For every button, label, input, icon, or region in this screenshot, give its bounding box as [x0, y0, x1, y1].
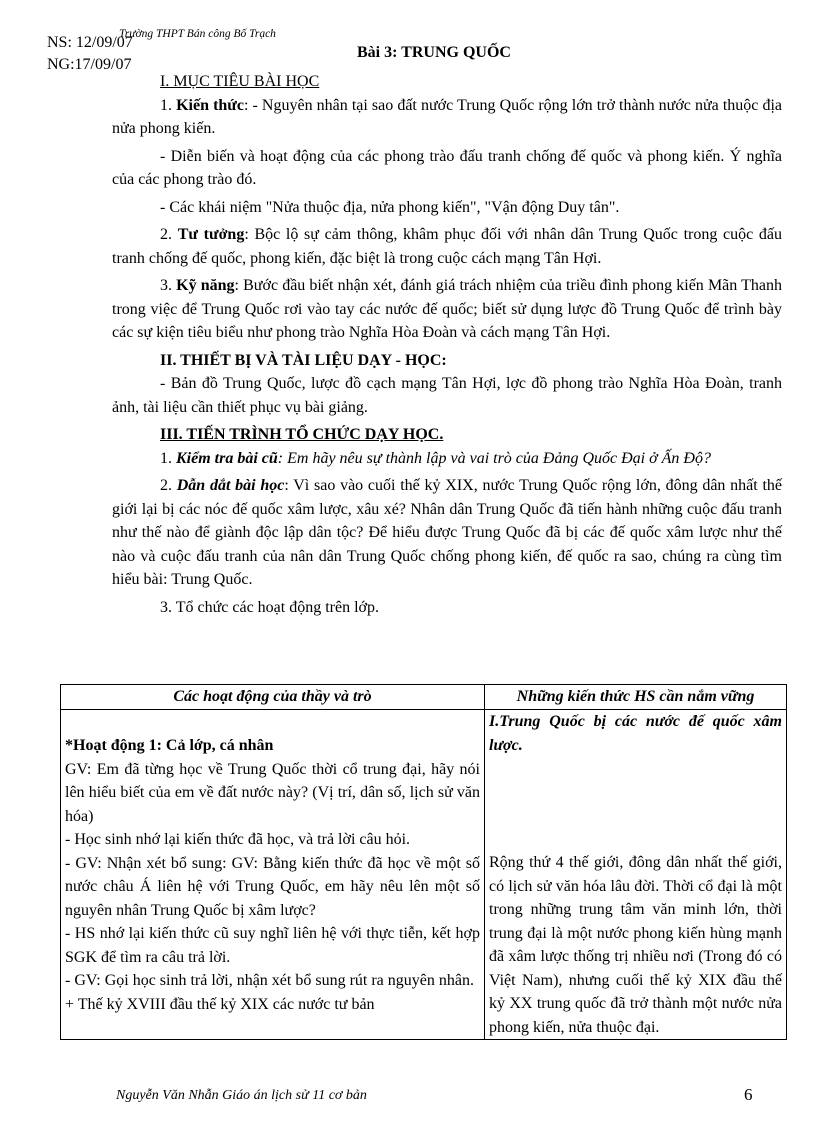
knowledge-text: Rộng thứ 4 thế giới, đông dân nhất thế giới, có lịch sử văn hóa lâu đời. Thời cổ đại là một trong những trung tâm văn minh lớn, thời trung đại là một nước phong kiến hùng mạnh đã xâm lược thống trị nhiều nơi (Trong đó có Việt Nam), nhưng cuối thế kỷ XIX đầu thế kỷ XX trung quốc đã trở thành một nước nửa phong kiến, nửa thuộc đại.	[489, 854, 782, 1036]
footer-author: Nguyễn Văn Nhẫn Giáo án lịch sử 11 cơ bản	[116, 1088, 367, 1103]
page-number: 6	[744, 1085, 753, 1104]
knowledge-heading: I.Trung Quốc bị các nước đế quốc xâm lược.	[489, 713, 782, 754]
equipment-text: - Bản đồ Trung Quốc, lược đồ cạch mạng Tân Hợi, lợc đồ phong trào Nghĩa Hòa Đoàn, tranh ảnh, tài liệu cần thiết phục vụ bài giảng.	[112, 375, 782, 416]
review-question: 1. Kiểm tra bài cũ: Em hãy nêu sự thành lập và vai trò của Đảng Quốc Đại ở Ấn Độ?	[160, 449, 711, 467]
activity-line-1: GV: Em đã từng học về Trung Quốc thời cổ trung đại, hãy nói lên hiểu biết của em về đất nước này? (Vị trí, dân số, lịch sử văn hóa)	[65, 760, 480, 825]
objective-attitude: 2. Tư tưởng: Bộc lộ sự cảm thông, khâm phục đối với nhân dân Trung Quốc trong cuộc đấu tranh chống đế quốc, phong kiến, đặc biệt là trong cuộc cách mạng Tân Hợi.	[112, 226, 783, 267]
class-activities: 3. Tổ chức các hoạt động trên lớp.	[160, 598, 379, 616]
objective-knowledge-2: - Diễn biến và hoạt động của các phong trào đấu tranh chống đế quốc và phong kiến. Ý nghĩa của các phong trào đó.	[112, 147, 782, 188]
lesson-intro: 2. Dẫn dắt bài học: Vì sao vào cuối thế kỷ XIX, nước Trung Quốc rộng lớn, đông dân nhất thế giới lại bị các nóc đế quốc xâm lược, xâu xé? Nhân dân Trung Quốc đã tiến hành những cuộc đấu tranh như thế nào để giành độc lập dân tộc? Để hiểu được Trung Quốc đã bị các đế quốc xâm lược như thế nào và cuộc đấu tranh của nân dân Trung Quốc chống phong kiến, đế quốc ra sao, chúng ra cùng tìm hiểu bài: Trung Quốc.	[112, 477, 783, 588]
school-name: Trường THPT Bán công Bố Trạch	[119, 28, 276, 40]
section-3-title: III. TIẾN TRÌNH TỔ CHỨC DẠY HỌC.	[160, 426, 444, 443]
activity-line-5: - GV: Gọi học sinh trả lời, nhận xét bổ sung rút ra nguyên nhân.	[65, 972, 474, 989]
activity-line-6: + Thế kỷ XVIII đầu thế kỷ XIX các nước tư bản	[65, 995, 375, 1013]
section-2-title: II. THIẾT BỊ VÀ TÀI LIỆU DẠY - HỌC:	[160, 351, 447, 369]
knowledge-cell	[485, 710, 787, 1040]
activities-cell	[61, 710, 485, 1040]
objective-skills: 3. Kỹ năng: Bước đầu biết nhận xét, đánh giá trách nhiệm của triều đình phong kiến Mãn Thanh trong việc để Trung Quốc rơi vào tay các nước đế quốc; biết sử dụng lược đồ Trung Quốc để trình bày các sự kiện tiêu biểu như phong trào Nghĩa Hòa Đoàn và cách mạng Tân Hợi.	[112, 277, 783, 341]
ng-date: NG:17/09/07	[47, 56, 132, 73]
lesson-body	[112, 70, 782, 619]
table-head-activities: Các hoạt động của thầy và trò	[61, 685, 485, 710]
activity-line-4: - HS nhớ lại kiến thức cũ suy nghĩ liên hệ với thực tiễn, kết hợp SGK để tìm ra câu trả lời.	[65, 925, 480, 966]
objective-knowledge: 1. Kiến thức: - Nguyên nhân tại sao đất nước Trung Quốc rộng lớn trở thành nước nửa thuộc địa nửa phong kiến.	[112, 96, 783, 137]
section-1-title: I. MỤC TIÊU BÀI HỌC	[160, 73, 320, 90]
objective-knowledge-3: - Các khái niệm "Nửa thuộc địa, nửa phong kiến", "Vận động Duy tân".	[160, 198, 620, 216]
activity-title: *Hoạt động 1: Cả lớp, cá nhân	[65, 737, 274, 754]
lesson-table	[60, 684, 787, 1040]
page-title: Bài 3: TRUNG QUỐC	[357, 44, 511, 61]
ns-date: NS: 12/09/07	[47, 34, 133, 51]
activity-line-3: - GV: Nhận xét bổ sung: GV: Bằng kiến thức đã học về một số nước châu Á liên hệ với Trung Quốc, em hãy nêu lên một số nguyên nhân Trung Quốc bị xâm lược?	[65, 854, 480, 919]
activity-line-2: - Học sinh nhớ lại kiến thức đã học, và trả lời câu hỏi.	[65, 831, 411, 848]
table-head-knowledge: Những kiến thức HS cần nắm vững	[485, 685, 787, 710]
